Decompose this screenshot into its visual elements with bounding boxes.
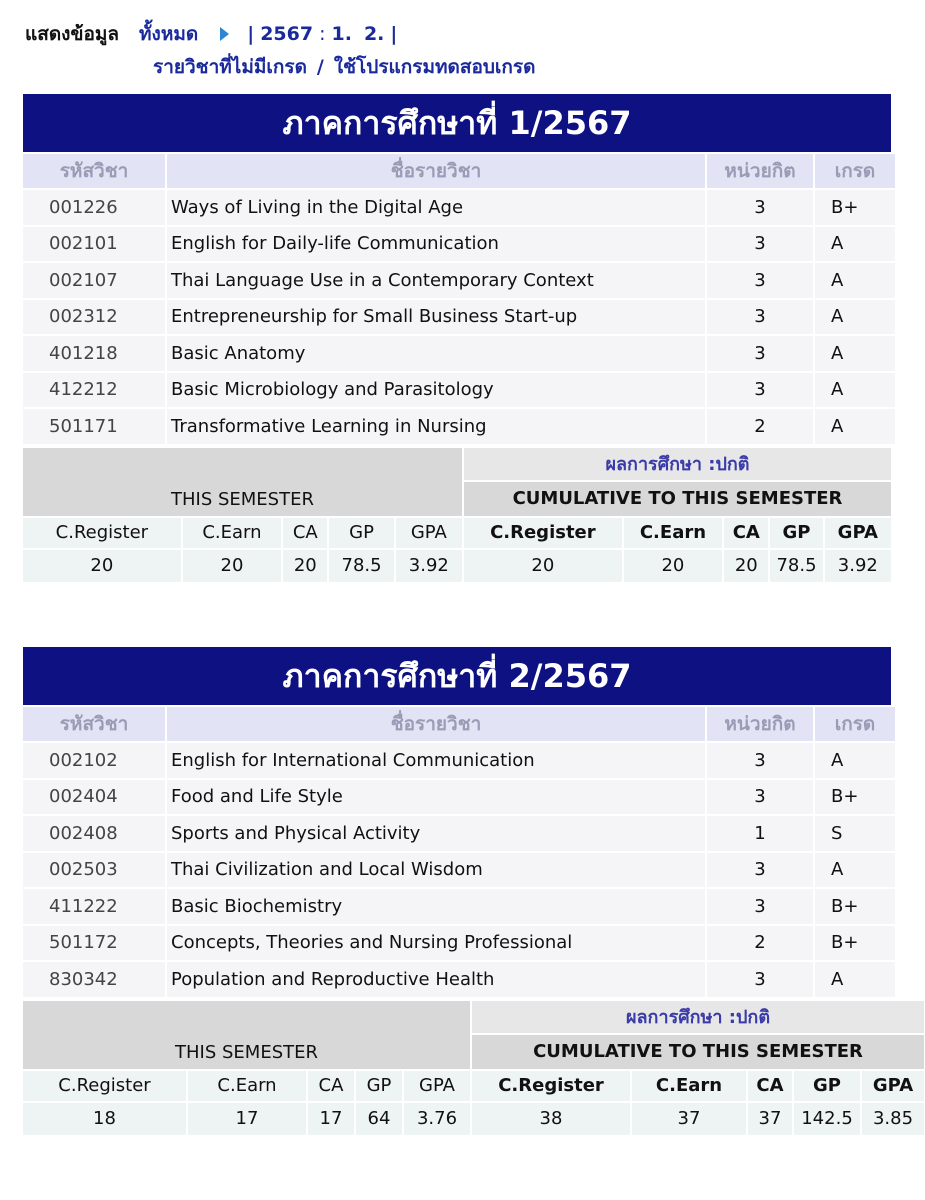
course-grade: A bbox=[815, 227, 895, 262]
course-name: Entrepreneurship for Small Business Start-up bbox=[167, 300, 705, 335]
summary-col-gpa: GPA bbox=[862, 1071, 924, 1101]
semester-1-section bbox=[21, 94, 893, 584]
table-row bbox=[23, 373, 895, 408]
course-code: 002503 bbox=[23, 853, 165, 888]
course-code: 412212 bbox=[23, 373, 165, 408]
cumulative-value: 37 bbox=[748, 1103, 792, 1135]
summary-col-c-earn: C.Earn bbox=[188, 1071, 306, 1101]
course-credits: 3 bbox=[707, 853, 813, 888]
cumulative-value: 20 bbox=[464, 550, 622, 582]
cumulative-value: 3.92 bbox=[825, 550, 891, 582]
this-semester-label: THIS SEMESTER bbox=[23, 1001, 470, 1069]
cumulative-label: CUMULATIVE TO THIS SEMESTER bbox=[472, 1035, 924, 1069]
course-name: Food and Life Style bbox=[167, 780, 705, 815]
test-grade-link[interactable]: ใช้โปรแกรมทดสอบเกรด bbox=[333, 56, 536, 78]
course-name: English for Daily-life Communication bbox=[167, 227, 705, 262]
course-credits: 2 bbox=[707, 409, 813, 444]
course-grade: A bbox=[815, 853, 895, 888]
course-credits: 3 bbox=[707, 300, 813, 335]
summary-table bbox=[21, 446, 893, 584]
summary-col-ca: CA bbox=[308, 1071, 354, 1101]
summary-col-gp: GP bbox=[329, 518, 393, 548]
filter-line bbox=[25, 18, 905, 50]
header-code: รหัสวิชา bbox=[23, 707, 165, 741]
table-row bbox=[23, 227, 895, 262]
summary-head-row bbox=[23, 518, 891, 548]
separator: | bbox=[247, 23, 255, 45]
header-name: ชื่อรายวิชา bbox=[167, 154, 705, 188]
course-grade: B+ bbox=[815, 926, 895, 961]
course-code: 001226 bbox=[23, 190, 165, 225]
summary-col-c-register: C.Register bbox=[23, 1071, 186, 1101]
summary-head-row bbox=[23, 1071, 924, 1101]
summary-status-row bbox=[23, 448, 891, 480]
this-semester-value: 20 bbox=[283, 550, 327, 582]
header-grade: เกรด bbox=[815, 707, 895, 741]
play-arrow-icon[interactable] bbox=[220, 27, 229, 41]
semester-title: ภาคการศึกษาที่ 2/2567 bbox=[23, 647, 891, 705]
this-semester-value: 78.5 bbox=[329, 550, 393, 582]
course-name: Basic Biochemistry bbox=[167, 889, 705, 924]
course-credits: 3 bbox=[707, 190, 813, 225]
course-name: Basic Microbiology and Parasitology bbox=[167, 373, 705, 408]
show-data-label: แสดงข้อมูล bbox=[25, 23, 120, 45]
slash: / bbox=[316, 56, 324, 78]
summary-status-row bbox=[23, 1001, 924, 1033]
table-row bbox=[23, 926, 895, 961]
all-link[interactable]: ทั้งหมด bbox=[139, 23, 199, 45]
course-code: 411222 bbox=[23, 889, 165, 924]
course-grade: A bbox=[815, 336, 895, 371]
course-credits: 3 bbox=[707, 227, 813, 262]
course-code: 501171 bbox=[23, 409, 165, 444]
table-row bbox=[23, 816, 895, 851]
year-link[interactable]: 2567 bbox=[260, 23, 314, 45]
summary-col-gpa: GPA bbox=[396, 518, 462, 548]
this-semester-value: 18 bbox=[23, 1103, 186, 1135]
course-code: 002102 bbox=[23, 743, 165, 778]
course-code: 002101 bbox=[23, 227, 165, 262]
course-code: 002312 bbox=[23, 300, 165, 335]
this-semester-value: 64 bbox=[356, 1103, 402, 1135]
course-code: 002404 bbox=[23, 780, 165, 815]
summary-col-c-earn: C.Earn bbox=[624, 518, 722, 548]
this-semester-value: 3.76 bbox=[404, 1103, 470, 1135]
course-credits: 1 bbox=[707, 816, 813, 851]
summary-col-gp: GP bbox=[770, 518, 822, 548]
header-code: รหัสวิชา bbox=[23, 154, 165, 188]
table-row bbox=[23, 743, 895, 778]
summary-col-c-register: C.Register bbox=[23, 518, 181, 548]
course-grade: A bbox=[815, 373, 895, 408]
cumulative-value: 38 bbox=[472, 1103, 630, 1135]
this-semester-value: 17 bbox=[188, 1103, 306, 1135]
cumulative-value: 37 bbox=[632, 1103, 746, 1135]
cumulative-value: 78.5 bbox=[770, 550, 822, 582]
summary-table bbox=[21, 999, 925, 1137]
course-grade: B+ bbox=[815, 780, 895, 815]
this-semester-label: THIS SEMESTER bbox=[23, 448, 462, 516]
table-row bbox=[23, 263, 895, 298]
this-semester-value: 20 bbox=[183, 550, 281, 582]
header-name: ชื่อรายวิชา bbox=[167, 707, 705, 741]
options-line bbox=[25, 50, 905, 84]
colon: : bbox=[319, 23, 326, 45]
course-code: 830342 bbox=[23, 962, 165, 997]
table-row bbox=[23, 190, 895, 225]
course-name: Ways of Living in the Digital Age bbox=[167, 190, 705, 225]
table-row bbox=[23, 780, 895, 815]
this-semester-value: 20 bbox=[23, 550, 181, 582]
course-credits: 3 bbox=[707, 373, 813, 408]
summary-col-gp: GP bbox=[794, 1071, 860, 1101]
study-status: ผลการศึกษา :ปกติ bbox=[472, 1001, 924, 1033]
course-code: 501172 bbox=[23, 926, 165, 961]
no-grade-link[interactable]: รายวิชาที่ไม่มีเกรด bbox=[153, 56, 307, 78]
course-grade: S bbox=[815, 816, 895, 851]
summary-col-c-earn: C.Earn bbox=[183, 518, 281, 548]
course-name: Basic Anatomy bbox=[167, 336, 705, 371]
course-name: Thai Language Use in a Contemporary Context bbox=[167, 263, 705, 298]
summary-col-gp: GP bbox=[356, 1071, 402, 1101]
course-credits: 3 bbox=[707, 263, 813, 298]
course-credits: 3 bbox=[707, 336, 813, 371]
table-row bbox=[23, 853, 895, 888]
course-code: 002408 bbox=[23, 816, 165, 851]
summary-col-ca: CA bbox=[748, 1071, 792, 1101]
summary-col-gpa: GPA bbox=[825, 518, 891, 548]
course-code: 401218 bbox=[23, 336, 165, 371]
courses-table bbox=[21, 152, 897, 446]
summary-col-ca: CA bbox=[283, 518, 327, 548]
course-grade: A bbox=[815, 263, 895, 298]
cumulative-label: CUMULATIVE TO THIS SEMESTER bbox=[464, 482, 891, 516]
course-name: Population and Reproductive Health bbox=[167, 962, 705, 997]
courses-table bbox=[21, 705, 897, 999]
filter-bar bbox=[25, 18, 905, 84]
table-header-row bbox=[23, 707, 895, 741]
table-header-row bbox=[23, 154, 895, 188]
summary-value-row bbox=[23, 550, 891, 582]
separator: | bbox=[390, 23, 398, 45]
this-semester-value: 3.92 bbox=[396, 550, 462, 582]
this-semester-value: 17 bbox=[308, 1103, 354, 1135]
course-credits: 2 bbox=[707, 926, 813, 961]
course-credits: 3 bbox=[707, 780, 813, 815]
course-grade: A bbox=[815, 962, 895, 997]
course-name: Thai Civilization and Local Wisdom bbox=[167, 853, 705, 888]
cumulative-value: 20 bbox=[624, 550, 722, 582]
cumulative-value: 20 bbox=[724, 550, 768, 582]
cumulative-value: 3.85 bbox=[862, 1103, 924, 1135]
header-credits: หน่วยกิต bbox=[707, 707, 813, 741]
table-row bbox=[23, 300, 895, 335]
table-row bbox=[23, 962, 895, 997]
course-credits: 3 bbox=[707, 962, 813, 997]
summary-col-c-register: C.Register bbox=[464, 518, 622, 548]
summary-col-ca: CA bbox=[724, 518, 768, 548]
summary-col-c-earn: C.Earn bbox=[632, 1071, 746, 1101]
course-grade: A bbox=[815, 300, 895, 335]
cumulative-value: 142.5 bbox=[794, 1103, 860, 1135]
study-status: ผลการศึกษา :ปกติ bbox=[464, 448, 891, 480]
semester-2-section bbox=[21, 647, 914, 1137]
summary-value-row bbox=[23, 1103, 924, 1135]
course-name: Sports and Physical Activity bbox=[167, 816, 705, 851]
table-row bbox=[23, 409, 895, 444]
summary-col-c-register: C.Register bbox=[472, 1071, 630, 1101]
header-credits: หน่วยกิต bbox=[707, 154, 813, 188]
table-row bbox=[23, 889, 895, 924]
course-grade: B+ bbox=[815, 889, 895, 924]
course-name: Concepts, Theories and Nursing Professional bbox=[167, 926, 705, 961]
semester-title: ภาคการศึกษาที่ 1/2567 bbox=[23, 94, 891, 152]
course-credits: 3 bbox=[707, 889, 813, 924]
summary-col-gpa: GPA bbox=[404, 1071, 470, 1101]
table-row bbox=[23, 336, 895, 371]
course-credits: 3 bbox=[707, 743, 813, 778]
header-grade: เกรด bbox=[815, 154, 895, 188]
term1-link[interactable]: 1. bbox=[331, 23, 352, 45]
course-name: Transformative Learning in Nursing bbox=[167, 409, 705, 444]
course-code: 002107 bbox=[23, 263, 165, 298]
course-grade: A bbox=[815, 409, 895, 444]
course-grade: A bbox=[815, 743, 895, 778]
course-grade: B+ bbox=[815, 190, 895, 225]
course-name: English for International Communication bbox=[167, 743, 705, 778]
term2-link[interactable]: 2. bbox=[363, 23, 385, 45]
